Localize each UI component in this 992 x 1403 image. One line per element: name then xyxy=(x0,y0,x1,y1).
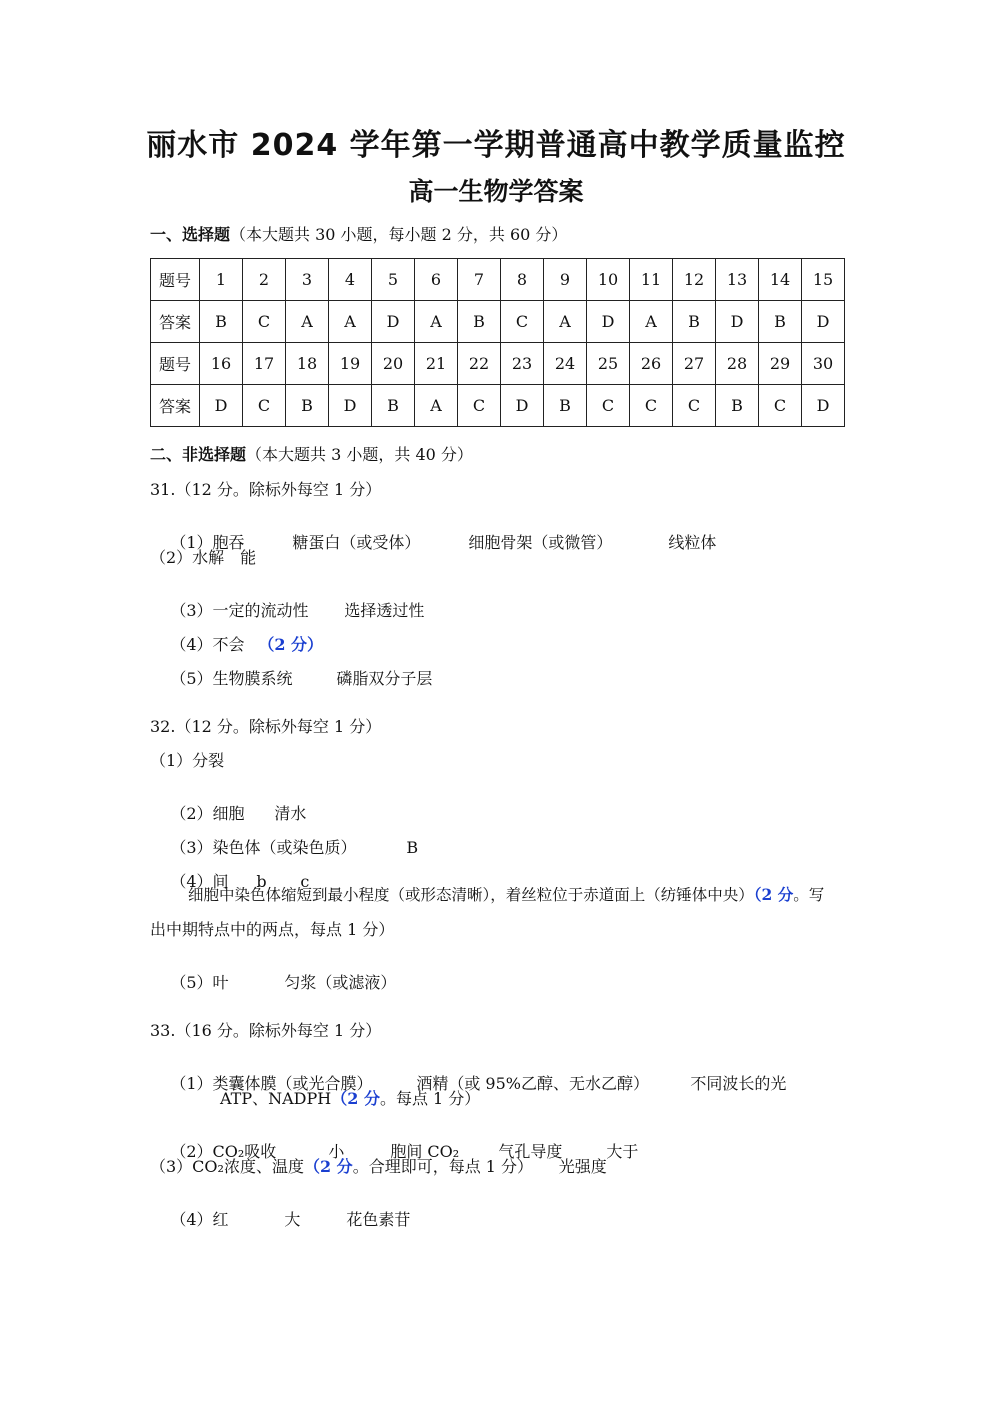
answer-cell: D xyxy=(802,385,845,427)
answer-cell: C xyxy=(243,301,286,343)
question-number: 12 xyxy=(673,259,716,301)
section-1-note: （本大题共 30 小题，每小题 2 分，共 60 分） xyxy=(230,225,568,244)
section-2-note: （本大题共 3 小题，共 40 分） xyxy=(246,445,473,464)
q33-line-1b xyxy=(220,1086,480,1109)
answer-text: （2）细胞 xyxy=(170,804,245,823)
answer-cell: C xyxy=(759,385,802,427)
answer-text: b xyxy=(256,872,267,891)
answer-text: 胞间 CO₂ xyxy=(390,1142,460,1161)
answer-cell: D xyxy=(200,385,243,427)
answer-text: （2）CO₂吸收 xyxy=(170,1142,277,1161)
question-number: 19 xyxy=(329,343,372,385)
question-number: 16 xyxy=(200,343,243,385)
q31-line-5 xyxy=(150,647,432,708)
question-number: 18 xyxy=(286,343,329,385)
answer-text: 。写 xyxy=(793,886,825,904)
question-number: 8 xyxy=(501,259,544,301)
row-header: 答案 xyxy=(151,301,200,343)
answer-text: 酒精（或 95%乙醇、无水乙醇） xyxy=(416,1074,649,1093)
score-note: （2 分 xyxy=(753,885,794,904)
section-2-heading xyxy=(150,442,473,465)
answer-cell: D xyxy=(501,385,544,427)
table-row xyxy=(151,343,845,385)
question-number: 21 xyxy=(415,343,458,385)
answer-text: 细胞骨架（或微管） xyxy=(468,533,613,552)
question-number: 29 xyxy=(759,343,802,385)
question-number: 11 xyxy=(630,259,673,301)
score-note: （2 分） xyxy=(258,635,324,654)
question-number: 23 xyxy=(501,343,544,385)
row-header: 题号 xyxy=(151,259,200,301)
answer-text: （4）不会 xyxy=(170,635,245,654)
answer-text: （3）CO₂浓度、温度 xyxy=(150,1157,304,1176)
answer-cell: C xyxy=(458,385,501,427)
question-number: 6 xyxy=(415,259,458,301)
answer-text: 匀浆（或滤液） xyxy=(284,973,397,992)
answer-text: 大 xyxy=(284,1210,301,1229)
score-note: （2 分 xyxy=(303,1157,353,1176)
score-note: （2 分 xyxy=(331,1089,380,1108)
answer-cell: C xyxy=(630,385,673,427)
q32-paragraph-cont: 出中期特点中的两点，每点 1 分） xyxy=(150,920,395,939)
answer-text: 磷脂双分子层 xyxy=(336,669,433,688)
section-1-heading xyxy=(150,222,567,245)
question-number: 15 xyxy=(802,259,845,301)
q31-heading: 31.（12 分。除标外每空 1 分） xyxy=(150,480,382,499)
q33-line-3 xyxy=(150,1154,607,1177)
answer-cell: D xyxy=(372,301,415,343)
answer-text: 大于 xyxy=(606,1142,639,1161)
q32-heading: 32.（12 分。除标外每空 1 分） xyxy=(150,717,382,736)
answer-text: 花色素苷 xyxy=(346,1210,411,1229)
answer-text: （1）胞吞 xyxy=(170,533,245,552)
question-number: 17 xyxy=(243,343,286,385)
answer-cell: D xyxy=(329,385,372,427)
answer-cell: B xyxy=(716,385,759,427)
answer-text: （4）红 xyxy=(170,1210,229,1229)
answer-cell: B xyxy=(544,385,587,427)
question-number: 26 xyxy=(630,343,673,385)
question-number: 4 xyxy=(329,259,372,301)
answer-cell: A xyxy=(286,301,329,343)
question-number: 10 xyxy=(587,259,630,301)
answer-text: 清水 xyxy=(274,804,307,823)
q33-heading: 33.（16 分。除标外每空 1 分） xyxy=(150,1021,382,1040)
answer-cell: C xyxy=(587,385,630,427)
answer-cell: A xyxy=(329,301,372,343)
answer-cell: D xyxy=(587,301,630,343)
answer-text: 小 xyxy=(328,1142,345,1161)
table-row xyxy=(151,385,845,427)
answer-cell: D xyxy=(716,301,759,343)
table-row xyxy=(151,301,845,343)
answer-cell: C xyxy=(243,385,286,427)
answer-text: （5）叶 xyxy=(170,973,229,992)
answer-cell: D xyxy=(802,301,845,343)
answer-cell: B xyxy=(673,301,716,343)
answer-cell: B xyxy=(458,301,501,343)
answer-cell: C xyxy=(673,385,716,427)
answer-cell: B xyxy=(372,385,415,427)
answer-text: 。每点 1 分） xyxy=(379,1089,481,1108)
answer-cell: A xyxy=(544,301,587,343)
row-header: 答案 xyxy=(151,385,200,427)
answer-text: （3）染色体（或染色质） xyxy=(170,838,357,857)
answer-text: 选择透过性 xyxy=(344,601,425,620)
answer-text: （5）生物膜系统 xyxy=(170,669,293,688)
table-row xyxy=(151,259,845,301)
page-title: 丽水市 2024 学年第一学期普通高中教学质量监控 xyxy=(146,128,846,163)
answer-text: （4）间 xyxy=(170,872,229,891)
answer-text: （1）类囊体膜（或光合膜） xyxy=(170,1074,373,1093)
section-1-label: 一、选择题 xyxy=(150,225,231,244)
answer-cell: B xyxy=(200,301,243,343)
answer-text: （3）一定的流动性 xyxy=(170,601,309,620)
question-number: 3 xyxy=(286,259,329,301)
question-number: 24 xyxy=(544,343,587,385)
answer-text: 线粒体 xyxy=(668,533,717,552)
page-subtitle: 高一生物学答案 xyxy=(408,177,584,206)
question-number: 5 xyxy=(372,259,415,301)
answer-cell: A xyxy=(630,301,673,343)
question-number: 14 xyxy=(759,259,802,301)
section-2-label: 二、非选择题 xyxy=(150,445,247,464)
question-number: 28 xyxy=(716,343,759,385)
question-number: 27 xyxy=(673,343,716,385)
answer-text: 细胞中染色体缩短到最小程度（或形态清晰），着丝粒位于赤道面上（纺锤体中央） xyxy=(188,886,754,904)
answer-table xyxy=(150,258,845,427)
answer-text: ATP、NADPH xyxy=(220,1089,332,1108)
q31-line-2: （2）水解 能 xyxy=(150,548,257,567)
answer-cell: B xyxy=(286,385,329,427)
question-number: 2 xyxy=(243,259,286,301)
question-number: 7 xyxy=(458,259,501,301)
question-number: 9 xyxy=(544,259,587,301)
answer-cell: C xyxy=(501,301,544,343)
answer-cell: A xyxy=(415,301,458,343)
question-number: 30 xyxy=(802,343,845,385)
question-number: 25 xyxy=(587,343,630,385)
q33-line-4 xyxy=(150,1188,410,1249)
q32-paragraph xyxy=(188,883,824,905)
question-number: 1 xyxy=(200,259,243,301)
answer-text: 不同波长的光 xyxy=(690,1074,787,1093)
answer-cell: B xyxy=(759,301,802,343)
row-header: 题号 xyxy=(151,343,200,385)
answer-cell: A xyxy=(415,385,458,427)
answer-text: 糖蛋白（或受体） xyxy=(292,533,421,552)
answer-text: c xyxy=(300,872,310,891)
question-number: 13 xyxy=(716,259,759,301)
question-number: 22 xyxy=(458,343,501,385)
answer-text: B xyxy=(406,838,419,857)
q32-line-5 xyxy=(150,951,396,1012)
answer-text: 。合理即可，每点 1 分） xyxy=(352,1157,534,1176)
q32-line-1: （1）分裂 xyxy=(150,751,225,770)
answer-text: 光强度 xyxy=(558,1157,607,1176)
question-number: 20 xyxy=(372,343,415,385)
answer-text: 气孔导度 xyxy=(498,1142,563,1161)
